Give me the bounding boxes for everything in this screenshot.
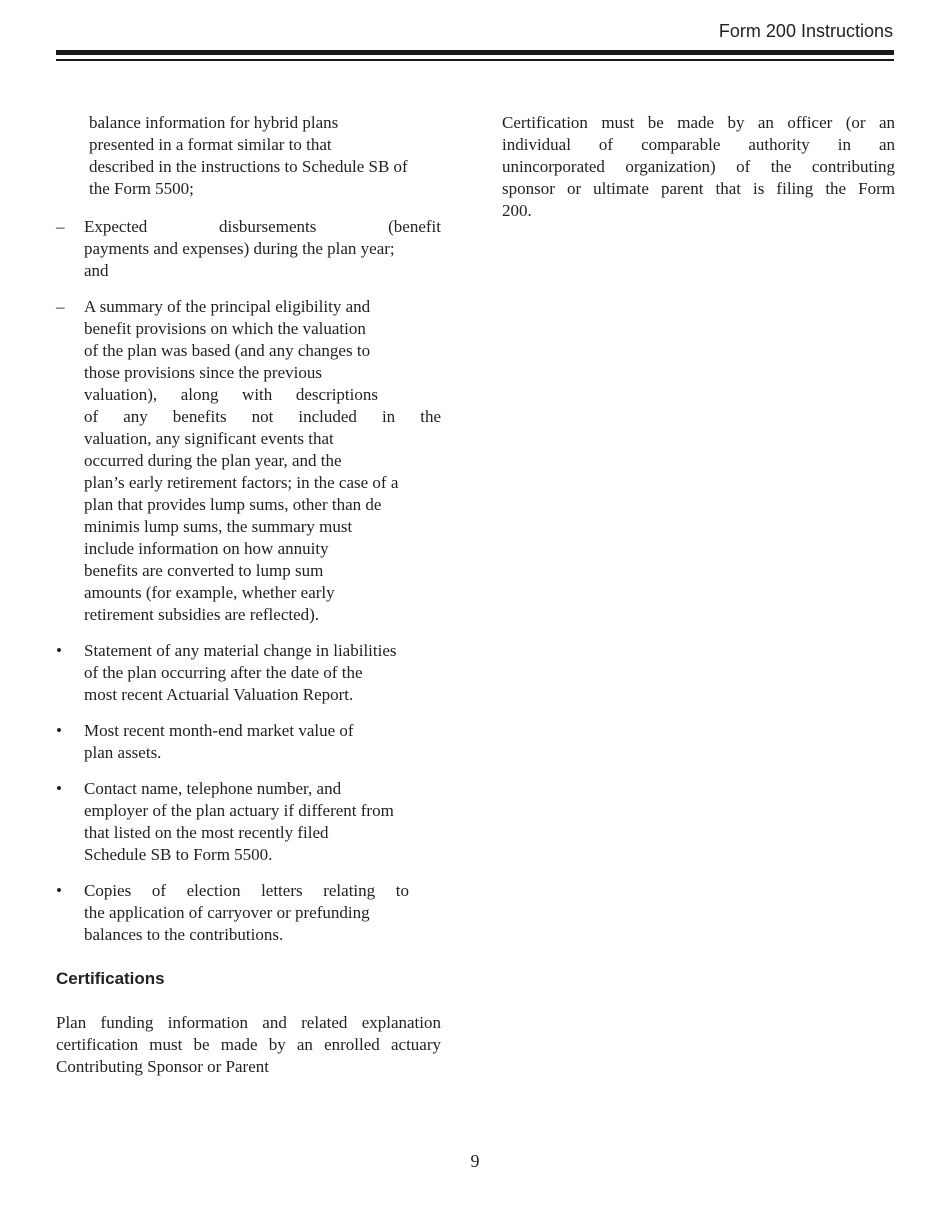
text-line: Contact name, telephone number, and [84, 779, 342, 798]
text-line: Certification must be made by an officer (or an [502, 113, 895, 132]
right-column [502, 112, 895, 222]
page-number: 9 [470, 1151, 480, 1171]
text-line: sponsor or ultimate parent that is filing the Form [502, 179, 895, 198]
text-line: most recent Actuarial Valuation Report. [84, 685, 354, 704]
bullet-item-material-change [56, 640, 441, 706]
text-line: A summary of the principal eligibility and [84, 297, 371, 316]
text-line: of any benefits not included in the [84, 407, 441, 426]
dash-item-expected-disbursements [56, 216, 441, 282]
left-column [56, 112, 441, 1078]
dash-marker: – [56, 297, 65, 316]
text-line: and [84, 261, 109, 280]
text-line: the Form 5500; [89, 179, 194, 198]
text-line: payments and expenses) during the plan year; [84, 239, 395, 258]
text-line: employer of the plan actuary if different from [84, 801, 394, 820]
header-title: Form 200 Instructions [718, 21, 893, 41]
bullet-marker: • [56, 881, 62, 900]
certifications-heading: Certifications [56, 969, 165, 988]
text-line: Most recent month-end market value of [84, 721, 354, 740]
text-line: balance information for hybrid plans [89, 113, 339, 132]
bullet-item-election-letters [56, 880, 441, 946]
text-line: balances to the contributions. [84, 925, 284, 944]
text-line: Contributing Sponsor or Parent [56, 1057, 269, 1076]
text-line: that listed on the most recently filed [84, 823, 329, 842]
dash-item-summary-provisions [56, 296, 441, 626]
text-line: Statement of any material change in liabilities [84, 641, 397, 660]
text-line: unincorporated organization) of the contributing [502, 157, 895, 176]
text-line: valuation), along with descriptions [84, 385, 378, 404]
text-line: Expected disbursements (benefit [84, 217, 441, 236]
text-line: plan’s early retirement factors; in the case of a [84, 473, 399, 492]
text-line: amounts (for example, whether early [84, 583, 335, 602]
text-line: Copies of election letters relating to [84, 881, 409, 900]
bullet-marker: • [56, 641, 62, 660]
text-line: retirement subsidies are reflected). [84, 605, 320, 624]
text-line: of the plan occurring after the date of the [84, 663, 363, 682]
text-line: presented in a format similar to that [89, 135, 332, 154]
certifications-paragraph [56, 1012, 441, 1078]
text-line: benefit provisions on which the valuation [84, 319, 366, 338]
officer-certification-paragraph [502, 112, 895, 222]
dash-marker: – [56, 217, 65, 236]
bullet-item-actuary-contact [56, 778, 441, 866]
text-line: benefits are converted to lump sum [84, 561, 324, 580]
header-rule-thin [56, 59, 894, 61]
text-line: those provisions since the previous [84, 363, 322, 382]
header-rule-thick [56, 50, 894, 55]
bullet-item-market-value [56, 720, 441, 764]
text-line: certification must be made by an enrolled actuary [56, 1035, 441, 1054]
text-line: plan that provides lump sums, other than de [84, 495, 382, 514]
text-line: include information on how annuity [84, 539, 329, 558]
text-line: occurred during the plan year, and the [84, 451, 342, 470]
continuation-text [56, 112, 441, 200]
text-line: minimis lump sums, the summary must [84, 517, 353, 536]
text-line: the application of carryover or prefunding [84, 903, 370, 922]
text-line: of the plan was based (and any changes to [84, 341, 371, 360]
text-line: valuation, any significant events that [84, 429, 334, 448]
text-line: 200. [502, 201, 532, 220]
text-line: Plan funding information and related explanation [56, 1013, 441, 1032]
bullet-marker: • [56, 721, 62, 740]
bullet-marker: • [56, 779, 62, 798]
text-line: described in the instructions to Schedule SB of [89, 157, 408, 176]
text-line: individual of comparable authority in an [502, 135, 895, 154]
text-line: plan assets. [84, 743, 162, 762]
text-line: Schedule SB to Form 5500. [84, 845, 273, 864]
